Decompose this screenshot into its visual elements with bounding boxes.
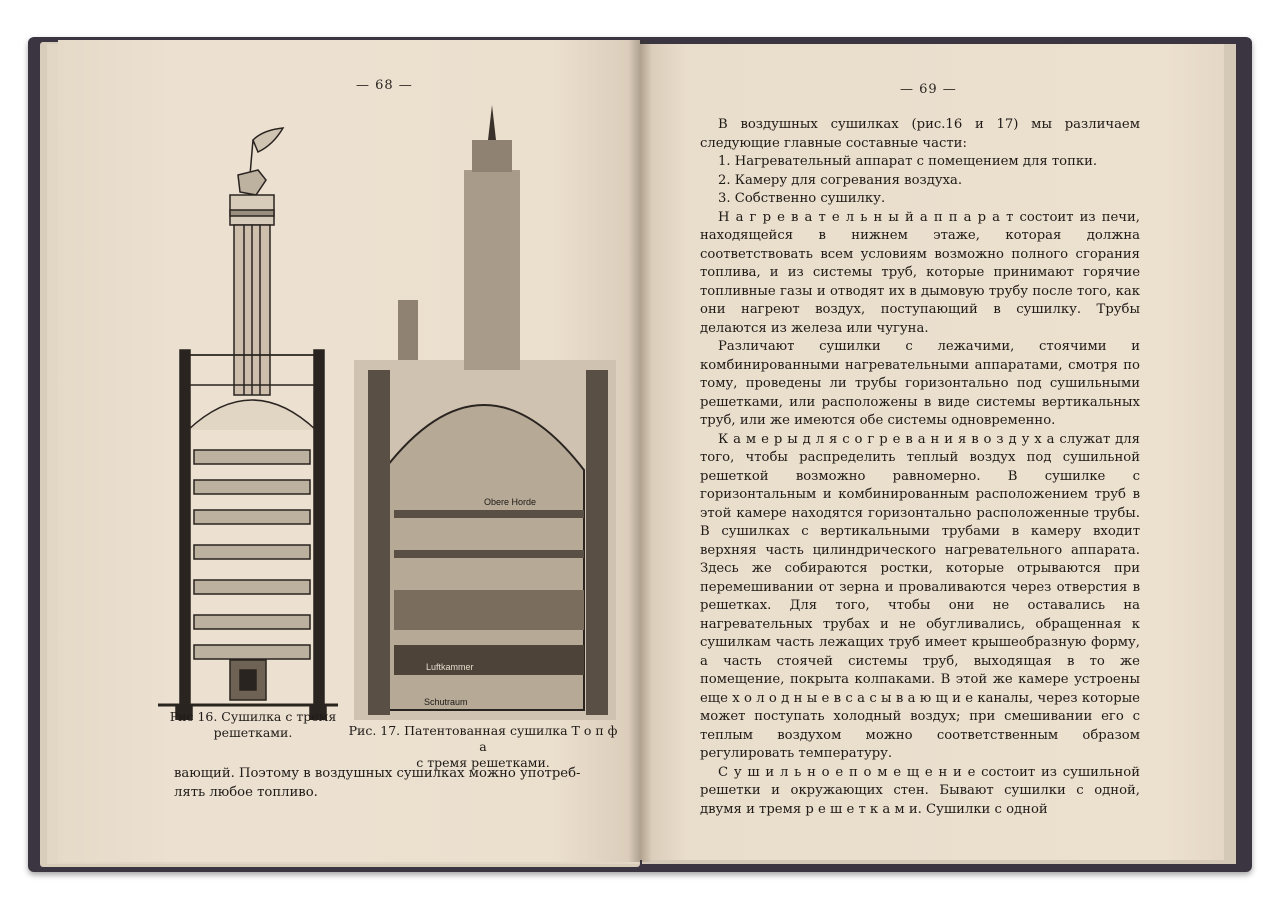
list-item: 1. Нагревательный аппарат с помещением для топки.: [718, 154, 1098, 169]
fig17-label-luftkammer: Luftkammer: [426, 662, 474, 672]
list-item: 3. Собственно сушилку.: [718, 191, 886, 206]
fig16-caption-line1: Рис 16. Сушилка с тремя: [169, 709, 337, 724]
figure-16-drawing: [158, 120, 338, 720]
paragraph-heater: Н а г р е в а т е л ь н ы й а п п а р а т состоит из печи, находящейся в нижнем этаже, которая должна соответствовать всем условиям возможно полного сгорания топлива, и из системы труб, которые принимают горячие топливные газы и отводят их в дымовую трубу после того, как они нагреют воздух, поступающий в сушилку. Трубы делаются из железа или чугуна.: [700, 209, 1140, 336]
paragraph-chambers: К а м е р ы д л я с о г р е в а н и я в о з д у х а служат для того, чтобы распределить теплый воздух под сушильной решеткой возможно равномерно. В сушилке с горизонтальным и комбинированным расположением труб в этой камере находятся горизонтально расположенные трубы. В сушилках с вертикальными трубами в камеру входит верхняя часть цилиндрического нагревательного аппарата. Здесь же собираются ростки, которые отрываются при перемешивании от зерна и проваливаются через отверстия в решетках. Для того, чтобы они не оставались на нагревательных трубах и не обугливались, обращенная к сушилкам часть лежащих труб имеет крышеобразную форму, а часть стоячей системы труб, выходящая в то же помещение, покрыта колпаками. В этой же камере устроены еще х о л о д н ы е в с а с ы в а ю щ и е каналы, через которые может поступать холодный воздух; при смешивании его с теплым воздухом можно соответственным образом регулировать температуру.: [700, 431, 1140, 761]
paragraph-drying-room: С у ш и л ь н о е п о м е щ е н и е состоит из сушильной решетки и окружающих стен. Бывают сушилки с одной, двумя и тремя р е ш е т к а м и. Сушилки с одной: [700, 764, 1140, 817]
fig17-label-obere-horde: Obere Horde: [484, 497, 537, 507]
fig16-caption-line2: решетками.: [213, 725, 293, 740]
fig17-caption-line1: Рис. 17. Патентованная сушилка Т о п ф а: [348, 723, 618, 754]
left-text-line1: вающий. Поэтому в воздушных сушилках можно употреб-: [174, 766, 581, 781]
page-number-left: — 68 —: [356, 78, 413, 93]
paragraph-types: Различают сушилки с лежачими, стоячими и комбинированными нагревательными аппаратами, смотря по тому, проведены ли трубы горизонтально под сушильными решетками, или расположены в виде системы вертикальных труб, или же имеются обе системы одновременно.: [700, 339, 1140, 428]
page-number-right: — 69 —: [900, 82, 957, 97]
figure-17-caption: [348, 723, 618, 771]
left-page-body-text: [174, 765, 619, 802]
intro-paragraph: В воздушных сушилках (рис.16 и 17) мы различаем следующие главные составные части:: [700, 117, 1140, 151]
list-item: 2. Камеру для согревания воздуха.: [718, 172, 963, 188]
components-list: [700, 153, 1140, 209]
left-page: [58, 40, 640, 862]
right-page-body-text: [700, 116, 1140, 819]
figure-17-drawing: [354, 100, 616, 720]
fig17-label-schutraum: Schutraum: [424, 697, 468, 707]
left-text-line2: лять любое топливо.: [174, 784, 318, 800]
right-page: [640, 44, 1224, 860]
fig17-caption-line2: с тремя решетками.: [416, 755, 550, 770]
book-gutter: [628, 40, 652, 862]
figure-16-caption: [158, 709, 348, 741]
